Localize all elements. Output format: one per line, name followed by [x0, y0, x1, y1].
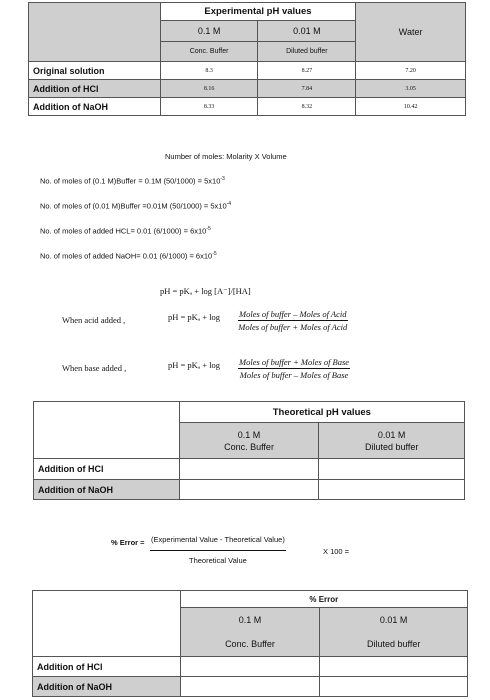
- moles-line-2: No. of moles of (0.01 M)Buffer =0.01M $(50/1000) = 5x10^{-4}$: [40, 201, 232, 211]
- row-label: Addition of NaOH: [34, 480, 180, 500]
- moles-title: Number of moles: Molarity X Volume: [165, 152, 287, 161]
- table-row: [29, 80, 466, 98]
- row-label: Addition of HCl: [29, 80, 161, 98]
- error-label: % Error =: [111, 538, 145, 547]
- cell-value: 7.84: [258, 80, 356, 98]
- col-dil-sub: Diluted buffer: [258, 42, 356, 62]
- cell-value: 3.05: [356, 80, 466, 98]
- experimental-ph-table: [28, 2, 466, 116]
- acid-fraction: [238, 309, 348, 332]
- col-conc-head: 0.1 M Conc. Buffer: [179, 423, 319, 459]
- error-fraction: [150, 535, 286, 565]
- table-row: [34, 480, 465, 500]
- error-multiplier: X 100 =: [323, 547, 350, 556]
- acid-added-label: When acid added ,: [62, 315, 126, 325]
- cell-value: 8.3: [160, 62, 258, 80]
- empty-cell: [319, 480, 465, 500]
- moles-line-3: No. of moles of added HCL= 0.01 $(6/1000) = 6x10^{-5}$: [40, 226, 211, 236]
- acid-denominator: Moles of buffer + Moles of Acid: [238, 322, 348, 332]
- row-label: Addition of NaOH: [29, 98, 161, 116]
- moles-line-4: No. of moles of added NaOH= 0.01 $(6/1000) = 6x10^{-5}$: [40, 251, 217, 261]
- col-conc-head: 0.1 M: [160, 21, 258, 42]
- table-row: [33, 657, 468, 677]
- row-label: Addition of NaOH: [33, 677, 181, 697]
- table-row: [29, 98, 466, 116]
- theoretical-title: Theoretical pH values: [179, 402, 464, 423]
- percent-error-table: [32, 590, 468, 697]
- cell-value: 8.27: [258, 62, 356, 80]
- empty-cell: [179, 480, 319, 500]
- table-row: [34, 459, 465, 480]
- base-denominator: Moles of buffer – Moles of Base: [239, 370, 349, 380]
- empty-cell: [180, 657, 320, 677]
- cell-value: 8.33: [160, 98, 258, 116]
- table-row: [33, 677, 468, 697]
- error-numerator: (Experimental Value - Theoretical Value): [150, 535, 286, 551]
- theoretical-ph-table: [33, 401, 465, 500]
- error-table-title: % Error: [180, 591, 467, 608]
- row-label: Original solution: [29, 62, 161, 80]
- empty-cell: [320, 657, 468, 677]
- base-equation-lhs: pH = pKₐ + log: [168, 360, 221, 370]
- col-dil-head: 0.01 M: [258, 21, 356, 42]
- table-row: [29, 62, 466, 80]
- empty-cell: [319, 459, 465, 480]
- base-numerator: Moles of buffer + Moles of Base: [239, 357, 350, 367]
- col-dil-head: 0.01 M Diluted buffer: [320, 608, 468, 657]
- col-conc-head: 0.1 M Conc. Buffer: [180, 608, 320, 657]
- water-header: Water: [356, 3, 466, 62]
- corner-cell: [29, 3, 161, 62]
- acid-equation-lhs: pH = pKₐ + log: [168, 312, 221, 322]
- acid-numerator: Moles of buffer – Moles of Acid: [239, 309, 347, 319]
- row-label: Addition of HCl: [34, 459, 180, 480]
- cell-value: 10.42: [356, 98, 466, 116]
- col-dil-head: 0.01 M Diluted buffer: [319, 423, 465, 459]
- moles-line-1: No. of moles of (0.1 M)Buffer = 0.1M $(50/1000) = 5x10^{-3}$: [40, 176, 225, 186]
- cell-value: 8.32: [258, 98, 356, 116]
- experimental-title: Experimental pH values: [160, 3, 356, 21]
- base-added-label: When base added ,: [62, 363, 127, 373]
- error-denominator: Theoretical Value: [189, 556, 247, 565]
- col-conc-sub: Conc. Buffer: [160, 42, 258, 62]
- empty-cell: [179, 459, 319, 480]
- empty-cell: [180, 677, 320, 697]
- empty-cell: [320, 677, 468, 697]
- henderson-hasselbalch-equation: pH = pKₐ + log [A⁻]/[HA]: [160, 286, 251, 296]
- cell-value: 7.20: [356, 62, 466, 80]
- row-label: Addition of HCl: [33, 657, 181, 677]
- corner-cell: [34, 402, 180, 459]
- cell-value: 8.16: [160, 80, 258, 98]
- base-fraction: [238, 357, 350, 380]
- corner-cell: [33, 591, 181, 657]
